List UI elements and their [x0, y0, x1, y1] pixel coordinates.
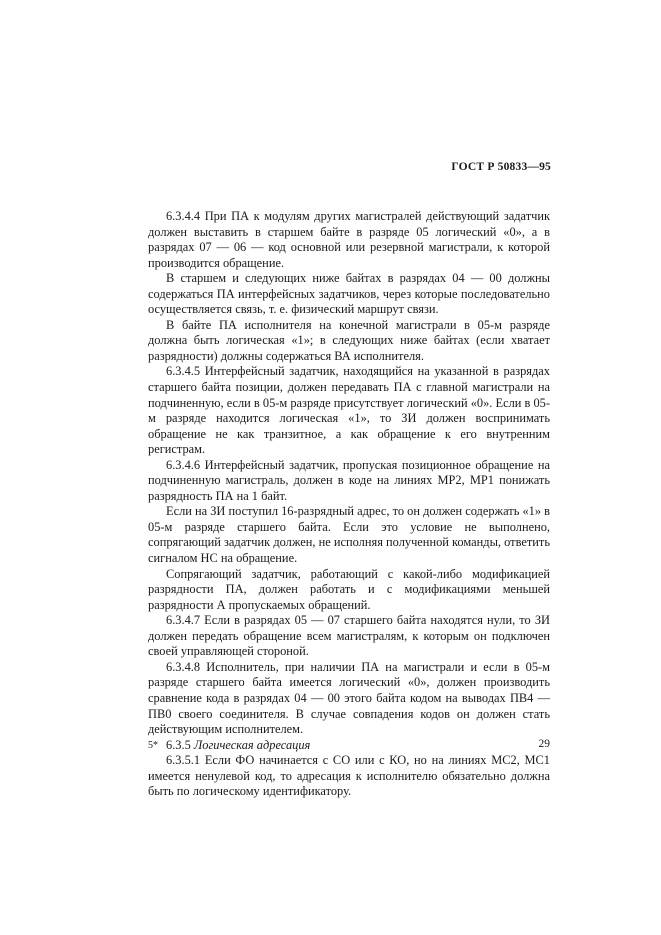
section-heading: [148, 738, 550, 754]
signature-mark: 5*: [148, 740, 158, 751]
document-code-header: ГОСТ Р 50833—95: [451, 161, 551, 173]
paragraph-6-3-4-6: 6.3.4.6 Интерфейсный задатчик, пропуская позиционное обращение на подчиненную магистраль, должен в коде на линиях МР2, МР1 понижать разрядность ПА на 1 байт.: [148, 457, 550, 503]
section-number: 6.3.5: [166, 737, 191, 752]
paragraph-6-3-4-4: 6.3.4.4 При ПА к модулям других магистралей действующий задатчик должен выставить в старшем байте в разряде 05 логический «0», а в разрядах 07 — 06 — код основной или резервной магистрали, к которой производится обращение.: [148, 209, 550, 270]
page-number: 29: [538, 738, 550, 750]
paragraph-executor-byte: В байте ПА исполнителя на конечной магистрали в 05-м разряде должна быть логическая «1»; в следующих ниже байтах (если хватает разрядности) должны содержаться ВА исполнителя.: [148, 317, 550, 363]
paragraph-16-bit-address: Если на ЗИ поступил 16-разрядный адрес, то он должен содержать «1» в 05-м разряде старшего байта. Если это условие не выполнено, сопрягающий задатчик должен, не исполняя полученной команды, ответить сигналом НС на обращение.: [148, 504, 550, 566]
main-text: [148, 209, 550, 800]
paragraph-6-3-4-8: 6.3.4.8 Исполнитель, при наличии ПА на магистрали и если в 05-м разряде старшего байта имеется логический «0», должен производить сравнение кода в разрядах 04 — 00 этого байта кодом на выводах ПВ4 — ПВ0 своего соединителя. В случае совпадения кодов он должен стать действующим исполнителем.: [148, 659, 550, 737]
paragraph-coupling-master: Сопрягающий задатчик, работающий с какой-либо модификацией разрядности ПА, должен работать и с модификациями меньшей разрядности А пропускаемых обращений.: [148, 566, 550, 612]
paragraph-6-3-4-5: 6.3.4.5 Интерфейсный задатчик, находящийся на указанной в разрядах старшего байта позиции, должен передавать ПА с главной магистрали на подчиненную, если в 05-м разряде присутствует логический «0». Если в 05-м разряде находится логическая «1», то ЗИ должен воспринимать обращение не как транзитное, а как обращение к его внутренним регистрам.: [148, 364, 550, 457]
paragraph-senior-bytes: В старшем и следующих ниже байтах в разрядах 04 — 00 должны содержаться ПА интерфейсных задатчиков, через которые последовательно осуществляется связь, т. е. физический маршрут связи.: [148, 271, 550, 317]
paragraph-6-3-4-7: 6.3.4.7 Если в разрядах 05 — 07 старшего байта находятся нули, то ЗИ должен передать обращение всем магистралям, к которым он подключен своей управляющей стороной.: [148, 613, 550, 659]
paragraph-6-3-5-1: 6.3.5.1 Если ФО начинается с СО или с КО, но на линиях МС2, МС1 имеется ненулевой код, то адресация к исполнителю обязательно должна быть по логическому идентификатору.: [148, 753, 550, 799]
section-title: Логическая адресация: [193, 737, 311, 752]
